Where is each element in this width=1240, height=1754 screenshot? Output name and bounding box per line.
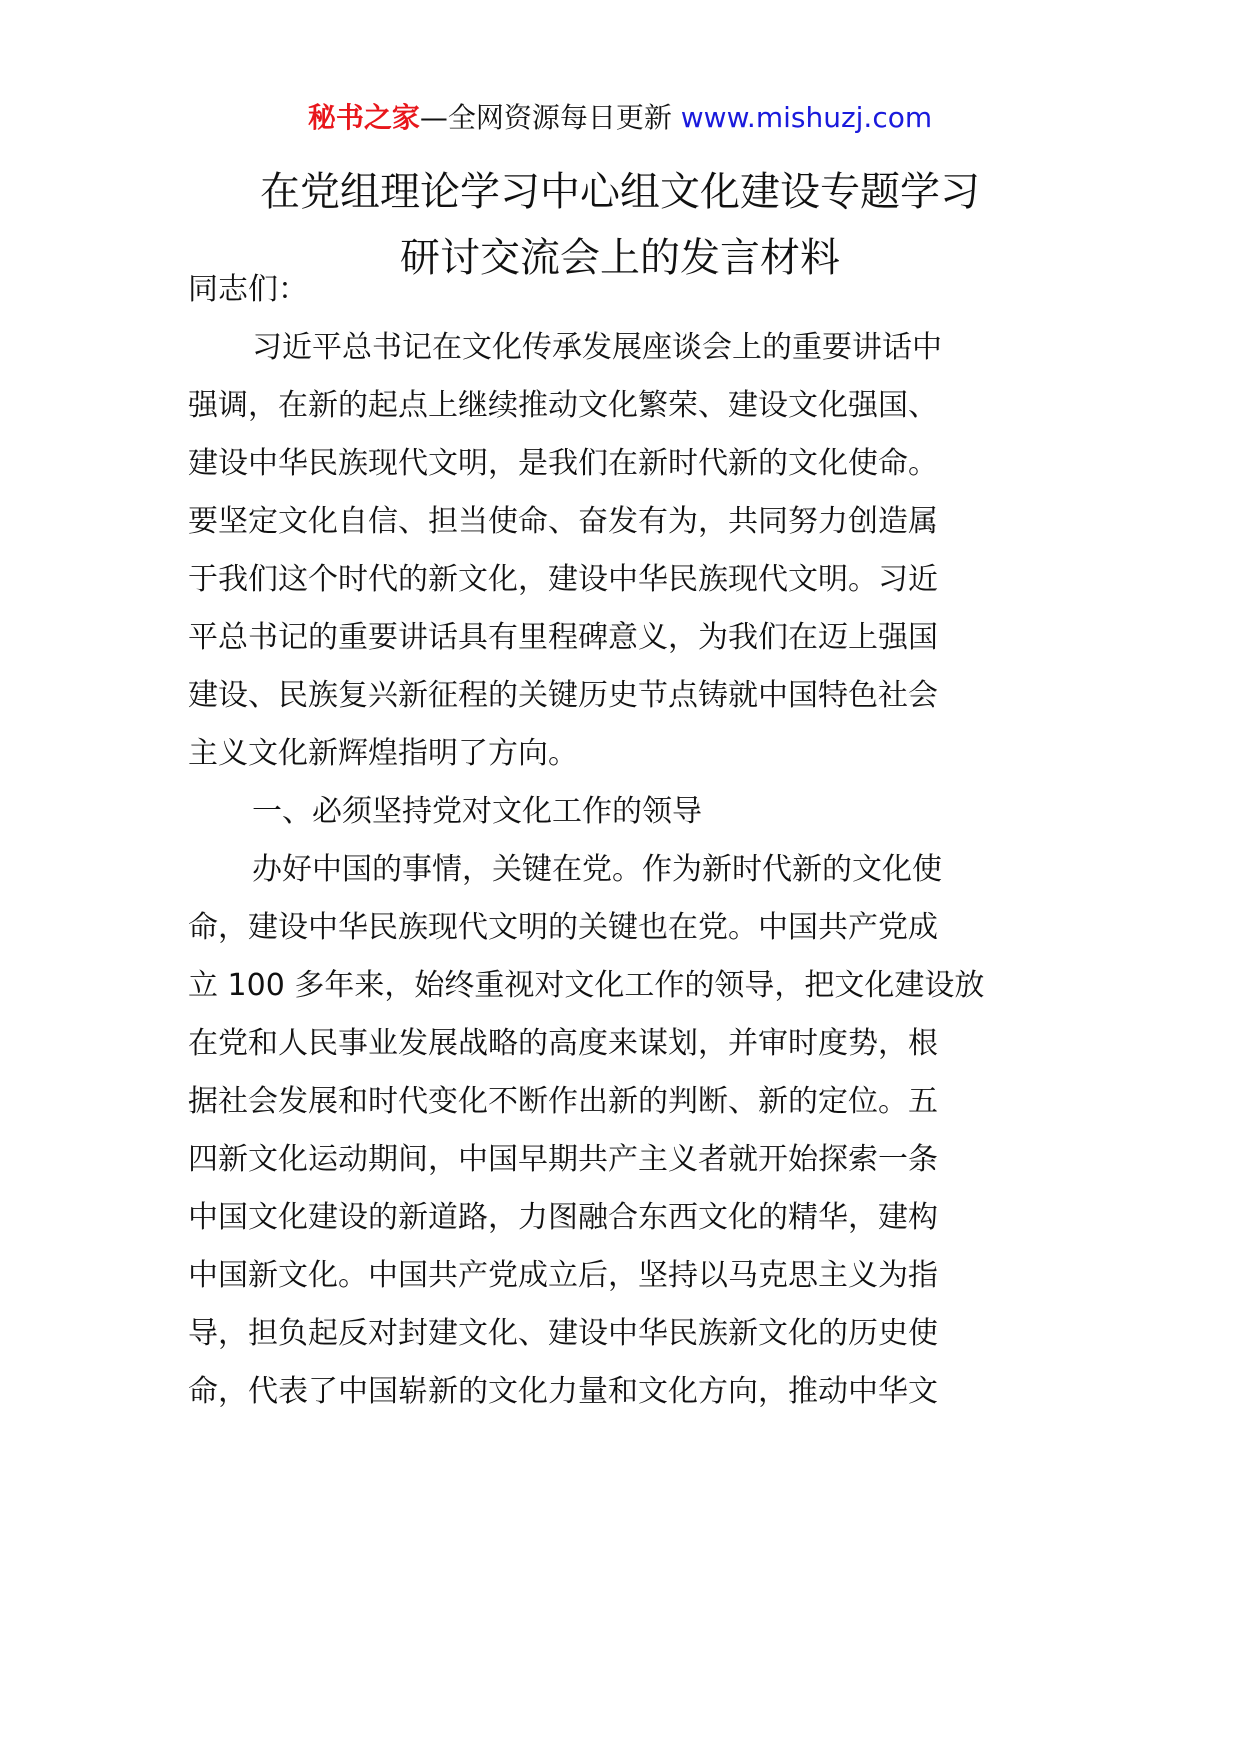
body-line: 据社会发展和时代变化不断作出新的判断、新的定位。五 xyxy=(188,1084,938,1119)
body-line: 办好中国的事情，关键在党。作为新时代新的文化使 xyxy=(252,852,942,887)
body-line: 在党和人民事业发展战略的高度来谋划，并审时度势，根 xyxy=(188,1026,938,1061)
body-line: 四新文化运动期间，中国早期共产主义者就开始探索一条 xyxy=(188,1142,938,1177)
site-url-link[interactable]: www.mishuzj.com xyxy=(680,101,933,134)
body-line: 中国文化建设的新道路，力图融合东西文化的精华，建构 xyxy=(188,1200,938,1235)
body-line: 平总书记的重要讲话具有里程碑意义，为我们在迈上强国 xyxy=(188,620,938,655)
header-tagline: —全网资源每日更新 xyxy=(419,101,681,134)
body-line: 建设中华民族现代文明，是我们在新时代新的文化使命。 xyxy=(188,446,938,481)
brand-name: 秘书之家 xyxy=(307,101,420,134)
body-line: 中国新文化。中国共产党成立后，坚持以马克思主义为指 xyxy=(188,1258,938,1293)
body-line: 建设、民族复兴新征程的关键历史节点铸就中国特色社会 xyxy=(188,678,938,713)
body-line: 导，担负起反对封建文化、建设中华民族新文化的历史使 xyxy=(188,1316,938,1351)
body-line: 立 100 多年来，始终重视对文化工作的领导，把文化建设放 xyxy=(188,968,985,1003)
body-line: 习近平总书记在文化传承发展座谈会上的重要讲话中 xyxy=(252,330,942,365)
body-line: 于我们这个时代的新文化，建设中华民族现代文明。习近 xyxy=(188,562,938,597)
body-line: 命，建设中华民族现代文明的关键也在党。中国共产党成 xyxy=(188,910,938,945)
body-line: 命，代表了中国崭新的文化力量和文化方向，推动中华文 xyxy=(188,1374,938,1409)
document-title-line-2: 研讨交流会上的发言材料 xyxy=(400,235,840,281)
site-header xyxy=(0,98,1240,138)
section-heading: 一、必须坚持党对文化工作的领导 xyxy=(252,794,702,829)
body-line: 要坚定文化自信、担当使命、奋发有为，共同努力创造属 xyxy=(188,504,938,539)
body-line: 主义文化新辉煌指明了方向。 xyxy=(188,736,578,771)
greeting: 同志们： xyxy=(188,272,308,307)
body-line: 强调，在新的起点上继续推动文化繁荣、建设文化强国、 xyxy=(188,388,938,423)
document-title-line-1: 在党组理论学习中心组文化建设专题学习 xyxy=(260,169,980,215)
